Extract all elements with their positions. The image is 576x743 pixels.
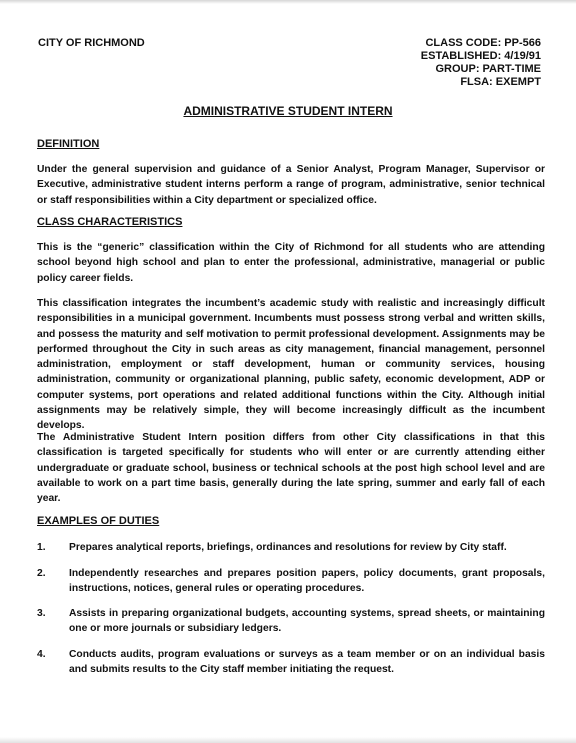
flsa-status: FLSA: EXEMPT xyxy=(460,76,541,88)
duty-number: 2. xyxy=(37,568,46,579)
examples-of-duties-heading: EXAMPLES OF DUTIES xyxy=(37,515,160,527)
document-title: ADMINISTRATIVE STUDENT INTERN xyxy=(183,104,393,118)
duty-number: 1. xyxy=(37,542,46,553)
group: GROUP: PART-TIME xyxy=(435,63,541,75)
class-info-block xyxy=(421,37,541,89)
characteristics-paragraph: The Administrative Student Intern position differs from other City classifications in that this classification is targeted specifically for students who will enter or are currently attending either undergraduate or graduate school, business or technical schools at the post high school level and are available to work on a part time basis, generally during the late spring, summer and early fall of each year. xyxy=(37,432,545,505)
class-characteristics-heading: CLASS CHARACTERISTICS xyxy=(37,216,183,228)
definition-heading: DEFINITION xyxy=(37,138,100,150)
scan-edge-top xyxy=(0,0,576,4)
duty-item xyxy=(37,647,545,678)
duty-number: 3. xyxy=(37,608,46,619)
duty-number: 4. xyxy=(37,649,46,660)
organization-name: CITY OF RICHMOND xyxy=(38,37,145,49)
characteristics-paragraph: This classification integrates the incumbent’s academic study with realistic and increasingly difficult responsibilities in a municipal government. Incumbents must possess strong verbal and written skills, and possess the maturity and self motivation to permit professional development. Assignments may be performed throughout the City in such areas as city management, financial management, personnel administration, employment or staff development, human or community services, housing administration, community or organizational planning, public safety, economic development, ADP or computer systems, port operations and related additional functions within the City. Although initial assignments may be relatively simple, they will become increasingly difficult as the incumbent develops. xyxy=(37,298,545,432)
duty-text: Assists in preparing organizational budgets, accounting systems, spread sheets, or maintaining one or more journals or subsidiary ledgers. xyxy=(69,608,545,635)
established-date: ESTABLISHED: 4/19/91 xyxy=(420,50,541,62)
class-code: CLASS CODE: PP-566 xyxy=(425,37,541,49)
duty-item xyxy=(37,540,545,555)
characteristics-paragraph: This is the “generic” classification within the City of Richmond for all students who are attending school beyond high school and plan to enter the professional, administrative, managerial or public policy career fields. xyxy=(37,242,545,284)
duty-text: Prepares analytical reports, briefings, ordinances and resolutions for review by City staff. xyxy=(69,542,507,553)
scan-edge-bottom xyxy=(0,737,576,743)
duty-item xyxy=(37,606,545,637)
definition-text: Under the general supervision and guidance of a Senior Analyst, Program Manager, Supervisor or Executive, administrative student interns perform a range of program, administrative, senior technical or staff responsibilities within a City department or specialized office. xyxy=(37,164,545,206)
duty-text: Independently researches and prepares position papers, policy documents, grant proposals, instructions, notices, general rules or operating procedures. xyxy=(69,568,545,595)
duty-text: Conducts audits, program evaluations or surveys as a team member or on an individual basis and submits results to the City staff member initiating the request. xyxy=(69,649,545,676)
duty-item xyxy=(37,566,545,597)
